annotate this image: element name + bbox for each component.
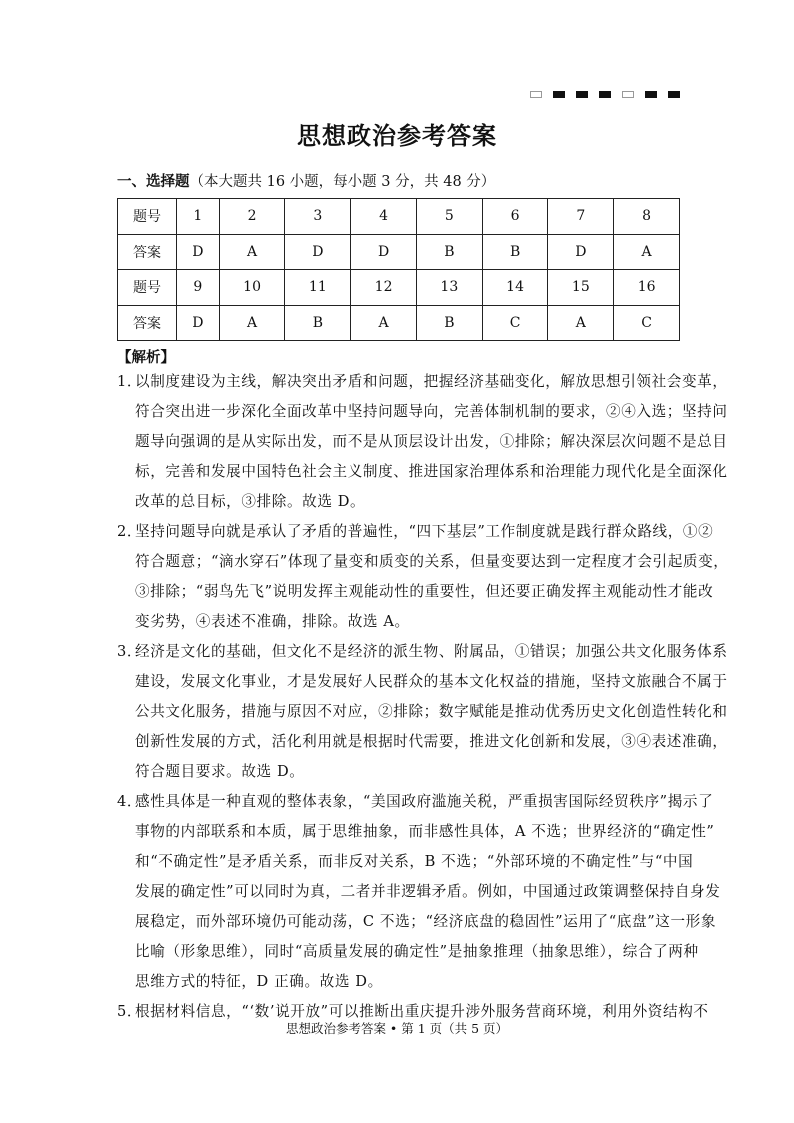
item-line-text: 展稳定，而外部环境仍可能动荡，C 不选；“经济底盘的稳固性”运用了“底盘”这一形象 bbox=[135, 913, 717, 930]
row-header-cell: 答案 bbox=[118, 305, 177, 341]
table-cell: D bbox=[351, 234, 417, 270]
table-cell: 10 bbox=[219, 270, 285, 306]
table-row bbox=[118, 270, 680, 306]
marker-square-filled bbox=[576, 91, 588, 98]
table-cell: 1 bbox=[177, 199, 220, 235]
table-cell: D bbox=[548, 234, 614, 270]
item-line bbox=[117, 697, 728, 727]
table-cell: 13 bbox=[416, 270, 482, 306]
marker-square-filled bbox=[553, 91, 565, 98]
section-label: 一、选择题 bbox=[117, 174, 190, 190]
item-line bbox=[117, 487, 680, 517]
row-header-cell: 题号 bbox=[118, 270, 177, 306]
analysis-item bbox=[117, 517, 729, 637]
item-line bbox=[117, 907, 717, 937]
item-line bbox=[117, 817, 715, 847]
item-line-text: 改革的总目标，③排除。故选 D。 bbox=[135, 493, 366, 510]
item-number: 1． bbox=[117, 373, 143, 390]
item-line bbox=[117, 937, 699, 967]
table-cell: 11 bbox=[285, 270, 351, 306]
item-line bbox=[117, 847, 694, 877]
table-row bbox=[118, 234, 680, 270]
table-cell: B bbox=[482, 234, 548, 270]
item-line bbox=[117, 727, 728, 757]
page-footer: 思想政治参考答案 • 第 1 页（共 5 页） bbox=[285, 1021, 509, 1036]
table-cell: 6 bbox=[482, 199, 548, 235]
item-line-text: 经济是文化的基础，但文化不是经济的派生物、附属品，①错误；加强公共文化服务体系 bbox=[135, 643, 728, 660]
table-cell: 5 bbox=[416, 199, 482, 235]
item-line-text: 变劣势，④表述不准确，排除。故选 A。 bbox=[135, 613, 410, 630]
item-line-text: 符合突出进一步深化全面改革中坚持问题导向，完善体制机制的要求，②④入选；坚持问 bbox=[135, 403, 728, 420]
section-heading bbox=[117, 170, 495, 191]
item-line bbox=[117, 967, 680, 997]
item-line-text: 比喻（形象思维），同时“高质量发展的确定性”是抽象推理（抽象思维），综合了两种 bbox=[135, 943, 699, 960]
table-cell: 2 bbox=[219, 199, 285, 235]
item-line bbox=[117, 367, 728, 397]
table-cell: A bbox=[548, 305, 614, 341]
item-line-text: 符合题意；“滴水穿石”体现了量变和质变的关系，但量变要达到一定程度才会引起质变， bbox=[135, 553, 729, 570]
section-note: （本大题共 16 小题，每小题 3 分，共 48 分） bbox=[189, 174, 496, 190]
item-number: 2． bbox=[117, 523, 143, 540]
table-cell: 12 bbox=[351, 270, 417, 306]
item-line-text: 坚持问题导向就是承认了矛盾的普遍性，“四下基层”工作制度就是践行群众路线，①② bbox=[135, 523, 714, 540]
item-line bbox=[117, 397, 728, 427]
analysis-heading: 【解析】 bbox=[117, 350, 175, 366]
item-number: 4． bbox=[117, 793, 143, 810]
item-number: 3． bbox=[117, 643, 143, 660]
answer-table bbox=[117, 198, 680, 341]
table-cell: 4 bbox=[351, 199, 417, 235]
table-cell: B bbox=[416, 234, 482, 270]
page-title: 思想政治参考答案 bbox=[297, 121, 497, 150]
table-cell: 3 bbox=[285, 199, 351, 235]
table-row bbox=[118, 305, 680, 341]
item-line-text: 以制度建设为主线，解决突出矛盾和问题，把握经济基础变化，解放思想引领社会变革， bbox=[135, 373, 728, 390]
item-line-text: 题导向强调的是从实际出发，而不是从顶层设计出发，①排除；解决深层次问题不是总目 bbox=[135, 433, 728, 450]
table-cell: 9 bbox=[177, 270, 220, 306]
item-line bbox=[117, 577, 714, 607]
analysis-item bbox=[117, 367, 728, 517]
marker-square-empty bbox=[530, 91, 542, 98]
item-line-text: 发展的确定性”可以同时为真，二者并非逻辑矛盾。例如，中国通过政策调整保持自身发 bbox=[135, 883, 721, 900]
analysis-item bbox=[117, 637, 728, 787]
item-line bbox=[117, 667, 728, 697]
table-cell: 8 bbox=[614, 199, 680, 235]
table-cell: 7 bbox=[548, 199, 614, 235]
marker-square-filled bbox=[599, 91, 611, 98]
table-cell: 16 bbox=[614, 270, 680, 306]
item-line-text: 标，完善和发展中国特色社会主义制度、推进国家治理体系和治理能力现代化是全面深化 bbox=[135, 463, 728, 480]
analysis-item bbox=[117, 787, 721, 997]
table-cell: D bbox=[177, 234, 220, 270]
table-cell: A bbox=[351, 305, 417, 341]
marker-square-empty bbox=[622, 91, 634, 98]
table-cell: A bbox=[219, 305, 285, 341]
item-line bbox=[117, 787, 714, 817]
table-cell: B bbox=[285, 305, 351, 341]
row-header-cell: 答案 bbox=[118, 234, 177, 270]
item-line-text: 建设，发展文化事业，才是发展好人民群众的基本文化权益的措施，坚持文旅融合不属于 bbox=[135, 673, 728, 690]
item-line-text: 创新性发展的方式，活化利用就是根据时代需要，推进文化创新和发展，③④表述准确， bbox=[135, 733, 728, 750]
table-cell: D bbox=[285, 234, 351, 270]
item-line bbox=[117, 637, 728, 667]
table-cell: C bbox=[482, 305, 548, 341]
table-cell: A bbox=[614, 234, 680, 270]
item-number: 5． bbox=[117, 1003, 143, 1020]
item-line-text: 公共文化服务，措施与原因不对应，②排除；数字赋能是推动优秀历史文化创造性转化和 bbox=[135, 703, 728, 720]
item-line-text: 符合题目要求。故选 D。 bbox=[135, 763, 305, 780]
row-header-cell: 题号 bbox=[118, 199, 177, 235]
item-line-text: 感性具体是一种直观的整体表象，“美国政府滥施关税，严重损害国际经贸秩序”揭示了 bbox=[135, 793, 714, 810]
analysis-body bbox=[117, 367, 729, 1027]
item-line-text: 思维方式的特征，D 正确。故选 D。 bbox=[135, 973, 383, 990]
item-line bbox=[117, 757, 680, 787]
table-cell: 15 bbox=[548, 270, 614, 306]
item-line bbox=[117, 427, 728, 457]
marker-square-filled bbox=[668, 91, 680, 98]
table-cell: B bbox=[416, 305, 482, 341]
item-line-text: 根据材料信息，“‘数’说开放”可以推断出重庆提升涉外服务营商环境，利用外资结构不 bbox=[135, 1003, 709, 1020]
page-marker-squares bbox=[530, 91, 680, 98]
table-cell: 14 bbox=[482, 270, 548, 306]
table-cell: D bbox=[177, 305, 220, 341]
table-cell: C bbox=[614, 305, 680, 341]
item-line bbox=[117, 607, 680, 637]
item-line bbox=[117, 877, 721, 907]
table-cell: A bbox=[219, 234, 285, 270]
item-line-text: 事物的内部联系和本质，属于思维抽象，而非感性具体，A 不选；世界经济的“确定性” bbox=[135, 823, 715, 840]
item-line-text: 和“不确定性”是矛盾关系，而非反对关系，B 不选；“外部环境的不确定性”与“中国 bbox=[135, 853, 694, 870]
item-line bbox=[117, 547, 729, 577]
table-row bbox=[118, 199, 680, 235]
marker-square-filled bbox=[645, 91, 657, 98]
item-line-text: ③排除；“弱鸟先飞”说明发挥主观能动性的重要性，但还要正确发挥主观能动性才能改 bbox=[135, 583, 714, 600]
item-line bbox=[117, 517, 714, 547]
item-line bbox=[117, 457, 728, 487]
